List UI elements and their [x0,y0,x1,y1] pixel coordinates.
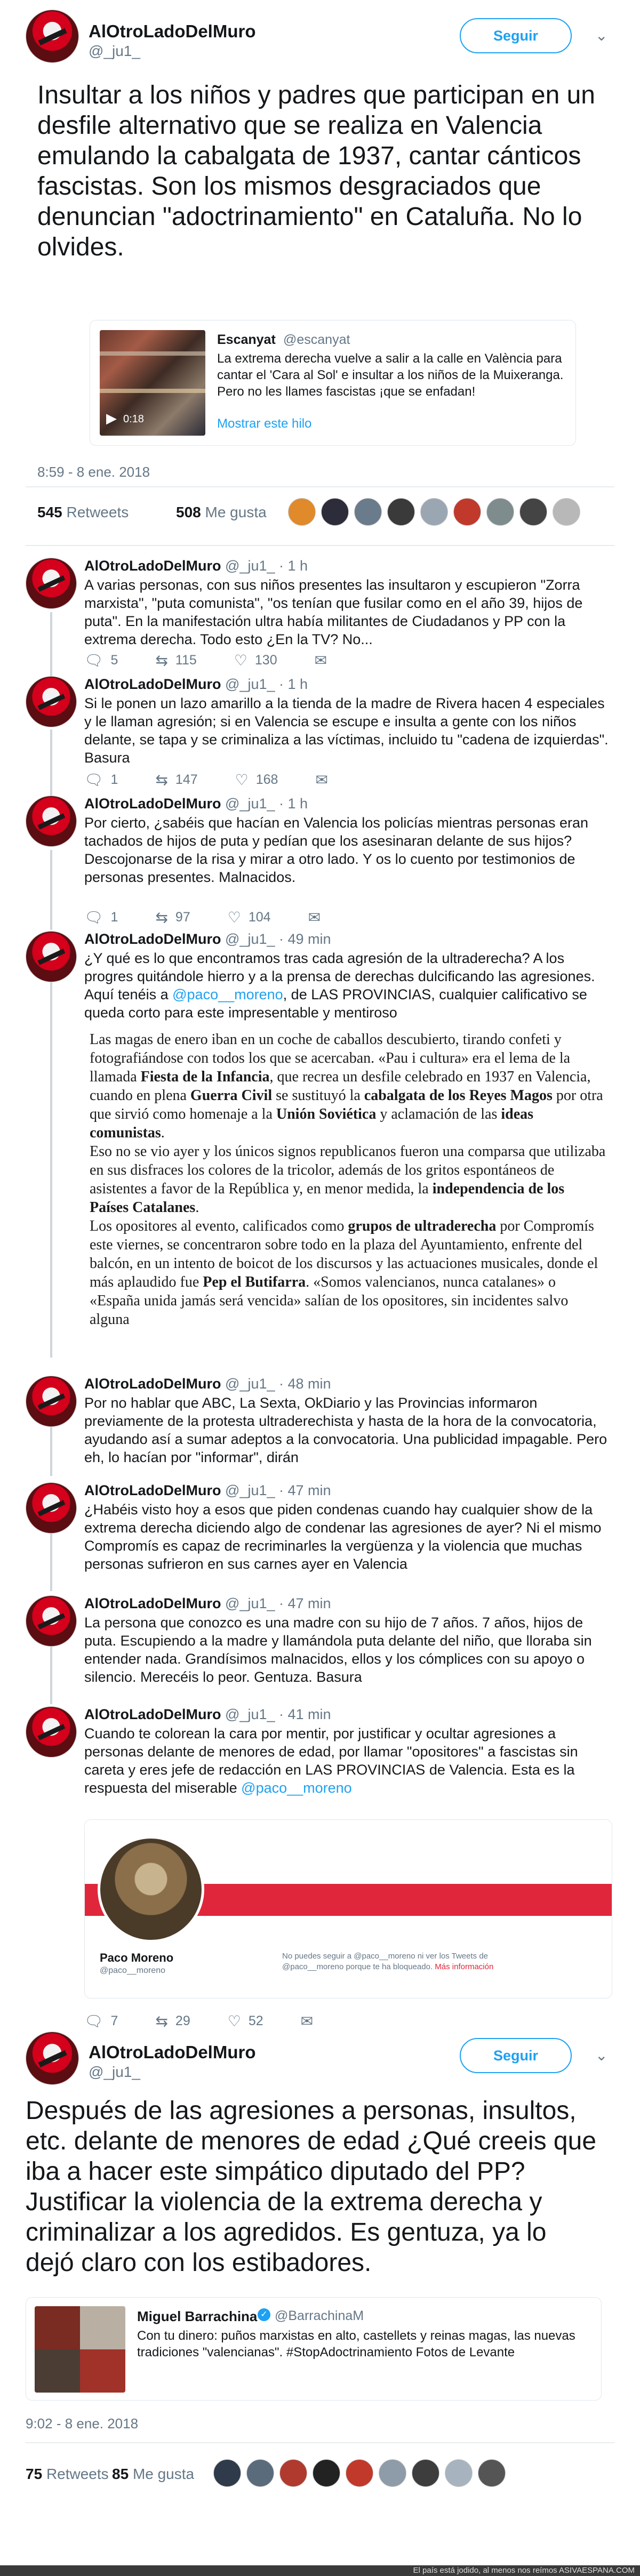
profile-card-image[interactable] [84,1819,612,1999]
retweet-label: Retweets [66,504,129,520]
article-bold: ideas comunistas [90,1106,534,1141]
reply-tweet[interactable] [26,1482,614,1589]
article-text: por otra que sirvió como homenaje a la [90,1087,603,1122]
reply-text [84,949,612,1022]
retweet-label: Retweets [46,2466,109,2482]
play-icon[interactable]: ▶ [106,410,117,426]
quoted-author-name: Escanyat [217,332,276,347]
tweet-text: Insultar a los niños y padres que participan en un desfile alternativo que se realiza en Valencia emulando la cabalgata de 1937, cantar cánticos fascistas. Son los mismos desgraciados que denuncian "adoctrinamiento" en Cataluña. No lo olvides. [37,81,595,261]
more-info-link[interactable]: Más información [435,1962,494,1971]
liker-avatar[interactable] [553,498,580,526]
article-text: y aclamación de las [376,1106,501,1122]
reply-tweet[interactable] [26,558,614,670]
retweet-count: 29 [175,2013,190,2028]
article-text: . «Somos valencianos, nunca catalanes» o «España unida jamás será vencida» salían de los opositores, sin incidentes salvo alguna [90,1274,569,1328]
liker-avatar[interactable] [453,498,481,526]
tweet-actions [84,652,372,669]
liker-avatar[interactable] [279,2459,307,2487]
author-handle[interactable]: @_ju1_ · 47 min [225,1482,331,1498]
reply-header [84,1376,331,1392]
profile-name: Paco Moreno [100,1951,174,1964]
like-button[interactable] [234,652,277,669]
reply-tweet[interactable] [26,1706,614,2037]
tweet-actions [84,2012,358,2030]
heart-icon: ♡ [235,772,249,788]
retweet-count[interactable] [26,2466,109,2483]
timestamp[interactable]: 8:59 - 8 ene. 2018 [37,464,150,480]
article-paragraph [90,1142,607,1217]
quoted-tweet[interactable] [26,2297,602,2401]
like-button[interactable] [228,909,271,926]
article-bold: Fiesta de la Infancia [140,1069,270,1085]
retweet-button[interactable] [155,2012,190,2030]
article-paragraph [90,1217,607,1329]
author-name[interactable]: AlOtroLadoDelMuro [84,558,221,574]
like-count: 168 [255,772,278,787]
avatar[interactable] [26,931,77,982]
reply-tweet[interactable] [26,1595,614,1702]
liker-avatar[interactable] [354,498,382,526]
retweet-count: 97 [175,910,190,925]
article-text: Eso no se vio ayer y los únicos signos republicanos fueron una comparsa que utilizaba en sus disfraces los colores de la tricolor, además de los gritos espontáneos de asistentes a favor de la República y, en menor medida, la [90,1143,606,1197]
avatar[interactable] [26,676,77,727]
retweet-count[interactable] [37,504,129,521]
liker-avatar[interactable] [420,498,448,526]
message-button[interactable] [315,771,335,789]
article-bold: grupos de ultraderecha [348,1218,497,1234]
retweet-icon: ⇆ [155,772,168,788]
liker-avatar[interactable] [486,498,514,526]
message-button[interactable] [308,909,328,926]
article-bold: cabalgata de los Reyes Magos [364,1087,553,1104]
author-handle[interactable]: @_ju1_ · 47 min [225,1595,331,1611]
author-name[interactable]: AlOtroLadoDelMuro [84,931,221,947]
retweet-button[interactable] [155,652,196,669]
article-text: . [195,1199,199,1216]
reply-header [84,676,308,693]
liker-avatars [288,498,580,526]
author-name[interactable]: AlOtroLadoDelMuro [89,21,256,41]
retweet-button[interactable] [155,771,197,789]
article-text: Las magas de enero iban en un coche de caballos descubierto, tirando confeti y fotografiándose con todos los que se acercaban. «Pau i cultura» era el lema de la llamada [90,1031,571,1085]
avatar[interactable] [26,558,77,609]
reply-text-part: ¿Y qué es lo que encontramos tras cada agresión de la ultraderecha? A los progres quitándole hierro y a la prensa de derechas dulcificando las agresiones. Aquí tenéis a [84,950,595,1002]
author-name[interactable]: AlOtroLadoDelMuro [84,1482,221,1498]
heart-icon: ♡ [234,652,247,669]
reply-icon: 🗨 [84,909,103,926]
retweet-button[interactable] [155,909,190,926]
liker-avatar[interactable] [288,498,316,526]
liker-avatar[interactable] [519,498,547,526]
mention-link[interactable]: @paco__moreno [241,1780,352,1796]
reply-icon: 🗨 [84,2013,103,2029]
watermark-footer: El país está jodido, al menos nos reímos ASIVAESPANA.COM [0,2565,640,2576]
blocked-notice [282,1951,538,1972]
reply-header [84,1706,331,1723]
reply-button[interactable] [84,909,118,926]
article-text: por Compromís este viernes, se concentraron sobre todo en la plaza del Ayuntamiento, enfrente del balcón, en un intento de boicot de los discursos y las actuaciones musicales, donde el más aplaudido fue [90,1218,598,1290]
avatar[interactable] [26,1482,77,1534]
liker-avatar[interactable] [313,2459,340,2487]
author-name[interactable]: AlOtroLadoDelMuro [84,796,221,812]
reply-header [84,931,331,948]
article-text: Los opositores al evento, calificados como [90,1218,348,1234]
author-name[interactable]: AlOtroLadoDelMuro [84,1376,221,1392]
quoted-text: Con tu dinero: puños marxistas en alto, castellets y reinas magas, las nuevas tradiciones "valencianas". #StopAdoctrinamiento Fotos de Levante [137,2329,575,2360]
reply-text: La persona que conozco es una madre con su hijo de 7 años. 7 años, hijos de puta. Escupiendo a la madre y llamándola puta delante del niño, que lloraba sin entender nada. Grandísimos malnacidos, ellos y los cómplices con su apoyo o silencio. Merecéis lo peor. Gentuza. Basura [84,1615,592,1685]
reply-text: Por no hablar que ABC, La Sexta, OkDiario y las Provincias informaron previamente de la protesta ultraderechista y hasta de la hora de la convocatoria, ayudando así a sumar adeptos a la convocatoria. Una publicidad impagable. Pero eh, lo hacían por "informar", dirán [84,1395,607,1465]
video-thumbnail[interactable] [100,330,205,436]
reply-count: 1 [110,910,118,925]
reply-text: ¿Habéis visto hoy a esos que piden condenas cuando hay cualquier show de la extrema derecha diciendo algo de condenar las agresiones de ayer? Ni el mismo Compromís es capaz de recriminarles la vergüenza y la violencia que muchas personas sufrieron en sus carnes ayer en Valencia [84,1502,602,1572]
liker-avatar[interactable] [478,2459,506,2487]
avatar[interactable] [26,2032,79,2085]
author-handle[interactable]: @_ju1_ · 48 min [225,1376,331,1392]
liker-avatar[interactable] [387,498,415,526]
quoted-author-handle: @escanyat [283,332,350,347]
video-duration: 0:18 [123,413,144,425]
article-bold: Pep el Butifarra [203,1274,306,1290]
reply-tweet[interactable] [26,1376,614,1482]
show-thread-link[interactable]: Mostrar este hilo [217,416,312,431]
like-button[interactable] [235,771,278,789]
blocked-text: No puedes seguir a @paco__moreno ni ver los Tweets de @paco__moreno porque te ha bloqueado. [282,1952,489,1971]
tweet-actions [84,771,373,789]
heart-icon: ♡ [227,909,241,926]
reply-count: 5 [110,653,118,668]
reply-tweet[interactable] [26,676,614,788]
verified-badge-icon: ✓ [258,2308,270,2321]
liker-avatar[interactable] [321,498,349,526]
retweet-icon: ⇆ [155,2013,168,2029]
profile-avatar[interactable] [98,1836,204,1943]
article-screenshot [84,1030,612,1329]
mail-icon: ✉ [315,772,328,788]
liker-avatar[interactable] [412,2459,439,2487]
mention-link[interactable]: @paco__moreno [172,986,283,1002]
message-button[interactable] [315,652,334,669]
quoted-image-collage[interactable] [35,2306,125,2393]
avatar[interactable] [26,796,77,847]
message-button[interactable] [301,2012,321,2030]
retweet-icon: ⇆ [155,652,168,669]
retweet-count: 147 [175,772,198,787]
chevron-down-icon[interactable]: ⌄ [595,27,608,44]
like-count: 104 [248,910,271,925]
like-count: 130 [254,653,277,668]
like-label: Me gusta [205,504,267,520]
follow-button[interactable]: Seguir [460,2038,572,2073]
author-handle[interactable]: @_ju1_ · 49 min [225,931,331,947]
like-number: 85 [112,2466,129,2482]
reply-icon: 🗨 [84,772,103,788]
retweet-count: 115 [175,653,197,668]
author-name[interactable]: AlOtroLadoDelMuro [84,1706,221,1722]
reply-text: Por cierto, ¿sabéis que hacían en Valencia los policías mientras personas eran tachados de hijos de puta y pedían que los asesinaran delante de sus hijos? Descojonarse de la risa y mirar a otro lado. Y os lo cuento por testimonios de personas presentes. Malnacidos. [84,815,589,885]
heart-icon: ♡ [227,2013,241,2029]
liker-avatar[interactable] [346,2459,373,2487]
liker-avatar[interactable] [246,2459,274,2487]
article-paragraph [90,1030,607,1142]
like-count[interactable] [112,2466,194,2483]
like-number: 508 [176,504,201,520]
reply-text: A varias personas, con sus niños presentes las insultaron y escupieron "Zorra marxista", "puta comunista", "os tenían que fusilar como en el año 39, hijos de puta". En la manifestación ultra había militantes de Ciudadanos y PP con la extrema derecha. Todo esto ¿En la TV? No... [84,577,583,647]
article-text: . [161,1125,165,1141]
liker-avatar[interactable] [379,2459,406,2487]
quoted-tweet[interactable] [90,320,576,446]
reply-icon: 🗨 [84,652,103,669]
tweet-text: Después de las agresiones a personas, insultos, etc. delante de menores de edad ¿Qué creeis que iba a hacer este simpático diputado del PP? Justificar la violencia de la extrema derecha y criminalizar a los agredidos. Es gentuza, ya lo dejó claro con los estibadores. [26,2097,597,2277]
author-handle[interactable]: @_ju1_ · 41 min [225,1706,331,1722]
article-text: , que recrea un desfile celebrado en 1937 en Valencia, cuando en plena [90,1069,591,1104]
liker-avatar[interactable] [445,2459,473,2487]
reply-header [84,1482,331,1499]
mail-icon: ✉ [308,909,321,926]
liker-avatar[interactable] [213,2459,241,2487]
mail-icon: ✉ [300,2013,314,2029]
tweet-actions [84,909,365,926]
author-handle[interactable]: @_ju1_ [89,2064,140,2080]
reply-button[interactable] [84,652,118,669]
liker-avatars [213,2459,506,2487]
article-bold: Guerra Civil [190,1087,273,1104]
reply-text-part: , de LAS PROVINCIAS, cualquier calificativo se queda corto para este impresentable y mentiroso [84,986,587,1021]
author-handle[interactable]: @_ju1_ · 1 h [225,676,308,692]
author-handle[interactable]: @_ju1_ · 1 h [225,558,308,574]
reply-count: 1 [110,772,118,787]
retweet-number: 75 [26,2466,43,2482]
like-label: Me gusta [132,2466,195,2482]
author-handle[interactable]: @_ju1_ · 1 h [225,796,308,812]
like-button[interactable] [228,2012,263,2030]
article-bold: independencia de los Países Catalanes [90,1181,565,1216]
reply-button[interactable] [84,2012,118,2030]
author-name[interactable]: AlOtroLadoDelMuro [84,676,221,692]
chevron-down-icon[interactable]: ⌄ [595,2047,608,2064]
avatar[interactable] [26,1595,77,1647]
reply-count: 7 [110,2013,118,2028]
article-bold: Unión Soviética [276,1106,377,1122]
timestamp[interactable]: 9:02 - 8 ene. 2018 [26,2415,139,2431]
reply-button[interactable] [84,771,118,789]
author-name[interactable]: AlOtroLadoDelMuro [89,2042,256,2062]
follow-button[interactable]: Seguir [460,18,572,53]
like-count[interactable] [176,504,267,521]
profile-handle: @paco__moreno [100,1966,165,1975]
retweet-icon: ⇆ [155,909,168,926]
reply-header [84,558,308,574]
reply-text: Si le ponen un lazo amarillo a la tienda de la madre de Rivera hacen 4 especiales y le llaman agresión; si en Valencia se escupe e insulta a gente con los niños delante, se tapa y se criminaliza a las víctimas, incluido tu "cadena de izquierdas". Basura [84,695,609,766]
retweet-number: 545 [37,504,62,520]
quoted-author-handle: @BarrachinaM [275,2308,364,2323]
avatar[interactable] [26,1706,77,1758]
reply-text-part: Cuando te colorean la cara por mentir, por justificar y ocultar agresiones a personas delante de menores de edad, por llamar "opositores" a fascistas sin careta y eres jefe de redacción en LAS PROVINCIAS de Valencia. Esta es la respuesta del miserable [84,1726,578,1796]
author-name[interactable]: AlOtroLadoDelMuro [84,1595,221,1611]
avatar[interactable] [26,10,79,63]
quoted-author-name: Miguel Barrachina [137,2308,258,2324]
like-count: 52 [248,2013,263,2028]
reply-tweet[interactable] [26,796,614,924]
reply-header [84,1595,331,1612]
avatar[interactable] [26,1376,77,1427]
reply-tweet[interactable] [26,931,614,1368]
reply-text [84,1724,612,1797]
article-text: se sustituyó la [272,1087,364,1104]
quoted-text: La extrema derecha vuelve a salir a la calle en València para cantar el 'Cara al Sol' e insultar a los niños de la Muixeranga. Pero no les llames fascistas ¡que se enfadan! [217,351,564,399]
author-handle[interactable]: @_ju1_ [89,43,140,59]
reply-header [84,796,308,812]
mail-icon: ✉ [314,652,327,669]
